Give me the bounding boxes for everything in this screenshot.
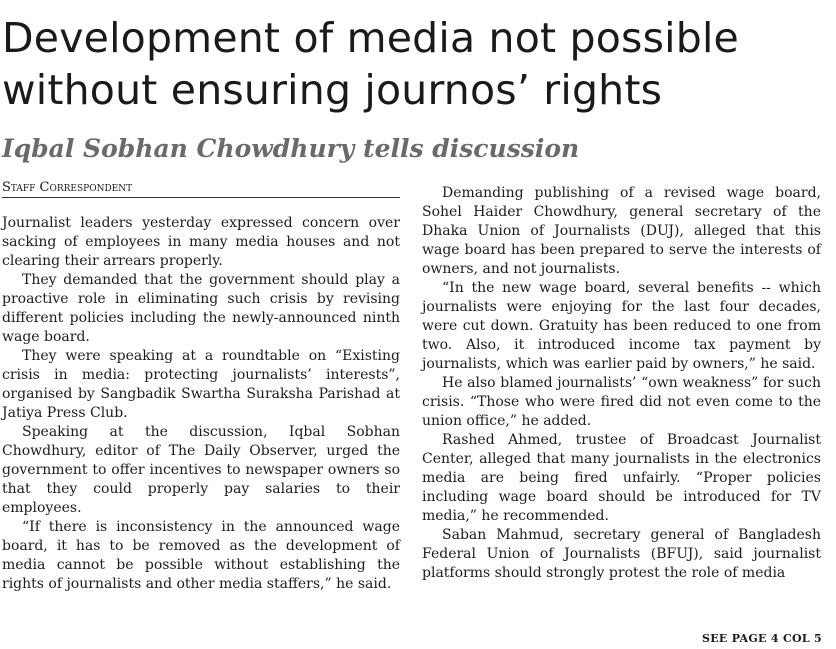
paragraph: Demanding publishing of a revised wage board, Sohel Haider Chowdhury, general secretary of the Dhaka Union of Journalists (DUJ), alleged that this wage board has been prepared to serve the interests of owners, and not journalists. xyxy=(422,185,821,277)
paragraph: They were speaking at a roundtable on “Existing crisis in media: protecting journalists’ interests”, organised by Sangbadik Swartha Suraksha Parishad at Jatiya Press Club. xyxy=(2,348,400,421)
byline: Staff Correspondent xyxy=(2,179,400,198)
paragraph: Journalist leaders yesterday expressed concern over sacking of employees in many media houses and not clearing their arrears properly. xyxy=(2,215,400,269)
right-column xyxy=(422,184,821,583)
paragraph: “In the new wage board, several benefits -- which journalists were enjoying for the last four decades, were cut down. Gratuity has been reduced to one from two. Also, it introduced income tax payment by journalists, which was earlier paid by owners,” he said. xyxy=(422,280,821,372)
article-headline: Development of media not possible without ensuring journos’ rights xyxy=(2,14,739,114)
continuation-jump-line: SEE PAGE 4 COL 5 xyxy=(702,632,822,645)
paragraph: He also blamed journalists’ “own weakness” for such crisis. “Those who were fired did not even come to the union office,” he added. xyxy=(422,375,821,429)
paragraph: “If there is inconsistency in the announced wage board, it has to be removed as the development of media cannot be possible without establishing the rights of journalists and other media staffers,” he said. xyxy=(2,519,400,592)
paragraph: Rashed Ahmed, trustee of Broadcast Journalist Center, alleged that many journalists in the electronics media are being fired unfairly. “Proper policies including wage board should be introduced for TV media,” he recommended. xyxy=(422,432,821,524)
paragraph: Speaking at the discussion, Iqbal Sobhan Chowdhury, editor of The Daily Observer, urged the government to offer incentives to newspaper owners so that they could properly pay salaries to their employees. xyxy=(2,424,400,516)
paragraph: They demanded that the government should play a proactive role in eliminating such crisis by revising different policies including the newly-announced ninth wage board. xyxy=(2,272,400,345)
article-subheadline: Iqbal Sobhan Chowdhury tells discussion xyxy=(2,134,580,163)
left-column xyxy=(2,214,400,594)
paragraph: Saban Mahmud, secretary general of Bangladesh Federal Union of Journalists (BFUJ), said journalist platforms should strongly protest the role of media xyxy=(422,527,821,581)
